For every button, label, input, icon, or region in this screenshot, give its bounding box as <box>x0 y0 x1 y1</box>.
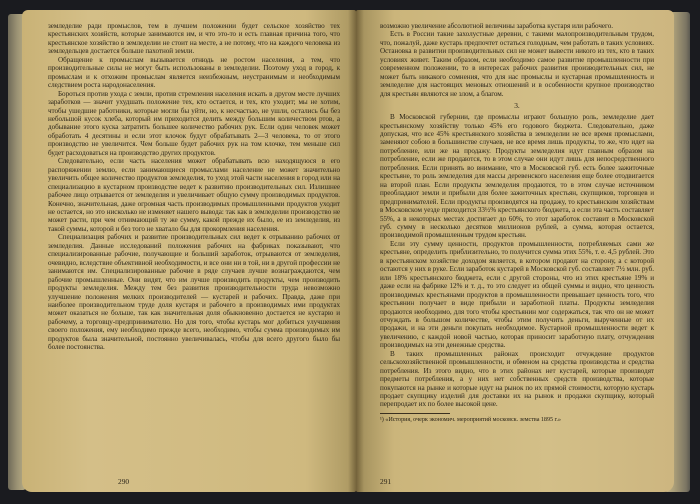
left-page <box>22 10 356 492</box>
section-number: 3. <box>514 101 520 111</box>
right-paragraph: В таких промышленных районах происходит отчуждение продуктов сельскохозяйственной промышленности, и обменом на средства производства и средства потребления. Из этого видно, что в этих районах нет кустарей, которые производят предметы потребления, а у них нет собственных средств производства, которые покупаются на рынке и которые идут на рынок по их прямой стоимости, которую кустарь продает скупщику изделий для доставки их на рынок и продажи скупщику, который перепродает их по более высокой цене. <box>380 349 654 409</box>
right-paragraph: Есть в России такие захолустные деревни, с такими малопроизводительным трудом, что, пожалуй, даже кустарь предпочтет остаться голодным, чем работать в таких условиях. Остановка в развитии производительных сил не может вывести никого из тех, кто в таких условиях живет. Таким образом, если необходимо самое развитие промышленности при современном положении, то в интересах рабочих развития производительных сил, не может быть никакого сомнения, что для нас промыслы и кустарная промышленность и земледелие для настоящих меновых отношений и в особенности крупное производство для крестьян являются не злом, а благом. <box>380 30 654 98</box>
right-paragraph: Если эту сумму ценности, продуктов промышленности, потребляемых сами же крестьяне, определить приблизительно, то получится сумма этих 55%, т. е. 4,5 рублей. Это в крестьянском хозяйстве доходом является, в котором продают на сторону, а с которой остаются у них в руке. Если заработок кустарей в Московской губ. составляет 7½ млн. руб. или 18% крестьянского бюджета, если с другой стороны, что из этих крестьяне 19% и даже если на фабрике 12% и т. д., то это следует из общей суммы и видно, что ценность производимых крестьянами продуктов в промышленности превышает ценность того, что крестьянин получает в виде прибыли и заработной платы. Продукты земледелия продаются необходимо, для того чтобы крестьянин мог содержаться, так что он не может отчуждать в большом количестве, чтобы этим получить деньги, вырученные от их продажи, и на эти деньги покупать необходимое. Кустарной промышленности ведет к увеличению, с каждой новой частью, которая приносит заработную плату, отчуждения производимых на эти денежные средства. <box>380 239 654 350</box>
left-paragraph: земледелие ради промыслов, тем в лучшем положении будет сельское хозяйство тех крестьянских хозяйств, которые занимаются им, и что это-то и есть главная причина того, что крестьянское хозяйство в земледелии не стоит на месте, а не потому, что на каждого человека из земледельцев достается больше пахотной земли. <box>48 22 340 56</box>
left-paragraph: Обращение к промыслам вызывается отнюдь не ростом населения, а тем, что производительные силы не могут быть использованы в земледелии. Поэтому уход в город, к промыслам и к отхожим промыслам является неизбежным, неустранимым и необходимым следствием роста народонаселения. <box>48 55 340 90</box>
right-paragraph: возможно увеличение абсолютной величины заработка кустаря или рабочего. <box>380 22 613 30</box>
right-page <box>356 10 674 492</box>
footnote: ¹) «История, очерк экономич. мероприятий московск. земства 1895 г.» <box>380 415 561 423</box>
footnote-rule <box>380 413 450 414</box>
left-paragraph: Специализация рабочих и развитие производительных сил ведет к отрыванию рабочих от земледелия. Данные исследований положения рабочих на фабриках показывают, что специализированные рабочие, получающие и больший заработок, отрываются от земледелия, очевидно, вследствие объективной необходимости, и все они ни в той, ни в другой профессии не занимаются им. Специализированные рабочие в ряде случаев лучше вознаграждаются, чем рабочие промышленные. Они видят, что им лучше производить продукты, чем производить продукты земледелия. Между тем без развития производительности труда невозможно улучшение положения мелких производителей — кустарей и рабочих. Правда, даже при наиболее производительном труде доля кустаря и рабочего в производимых ими продуктах может оказаться не больше, так как значительная доля обыкновенно достается не кустарю и рабочему, а торговцу-предпринимателю. Но для того, чтобы кустарь мог добиться улучшения своего положения, ему необходимо прежде всего, необходимо, чтобы сумма производимых им продуктов была значительной, постоянно увеличивалась, чтобы для всего другого было бы более постоянства. <box>48 233 340 352</box>
book-gutter <box>348 10 364 492</box>
right-page-text <box>380 22 654 423</box>
page-number-right: 291 <box>380 477 392 486</box>
left-page-text <box>48 22 340 352</box>
right-paragraph: В Московской губернии, где промыслы играют большую роль, земледелие дает крестьянскому хозяйству только 45% его годового бюджета. Следовательно, даже допуская, что все 45% крестьянского хозяйства в земледелии не все время промыслами, заменяют собою в большинстве случаев, не все время лишь продукты, то же, что идет на потребление, или же на продажу. Продукты земледелия идут главным образом на потребление, если же продаются, то в этом случае они идут лишь для непосредственного потребления. Если принять во внимание, что в Московской губ. есть более зажиточные крестьяне, то роль земледелия для массы деревенского населения еще более отодвигается на второй план. Если продукты земледелия продаются, то в этом случае источником преобладают земли и прибыли для более зажиточных крестьян, скупщиков, торговцев и предпринимателей. Если продукты производятся на продажу, то крестьянским хозяйствам в Московском уезде приходится 33½% крестьянского бюджета, а если эта часть составляет 55%, а в некоторых местах достигает до 60%, то этот заработок составит в Московской губ. сумму в несколько десятков миллионов рублей, а сумма, которая остается, производимой промышленным трудом крестьян. <box>380 113 654 240</box>
page-number-left: 290 <box>118 477 130 486</box>
left-paragraph: Следовательно, если часть населения может обрабатывать всю находящуюся в его распоряжении землю, если занимающиеся промыслами население не может значительно увеличить общее количество продуктов земледелия, то уход этой части населения в город или на специализацию в кустарном производстве ведет к развитию производительных сил. Излишнее рабочее лицо отрывается от земледелия и увеличивает общую сумму производимых продуктов. Конечно, значительная, даже огромная часть производимых промышленными продуктов уходит не остается, но это нисколько не изменяет нашего вывода: так как в земледелии производство не может расти, при чем отнимающий ту же сумму, какой прежде их было, ее из земледелия, из такой суммы, которой и без того не хватало бы для прокормления населения. <box>48 157 340 233</box>
left-paragraph: Бороться против ухода с земли, против стремления населения искать в другом месте лучших заработков — значит ухудшать положение тех, кто остается, и тех, кто уходит; мы не хотим, чтобы ушедшие работники, которые могли бы уйти, но, к несчастью, не ушли, остались бы без небольшой кусок хлеба, который им приходится делить между большим количеством ртов, а добывание этого куска затратить большее количество рабочих рук. Если один человек может обработать 4 десятины и если этот клочок будут обрабатывать 2—3 человека, то от этого производство не увеличится. Чем больше будет рабочих рук на том клочке, тем меньше сил будет расходоваться на производство других продуктов. <box>48 89 340 157</box>
